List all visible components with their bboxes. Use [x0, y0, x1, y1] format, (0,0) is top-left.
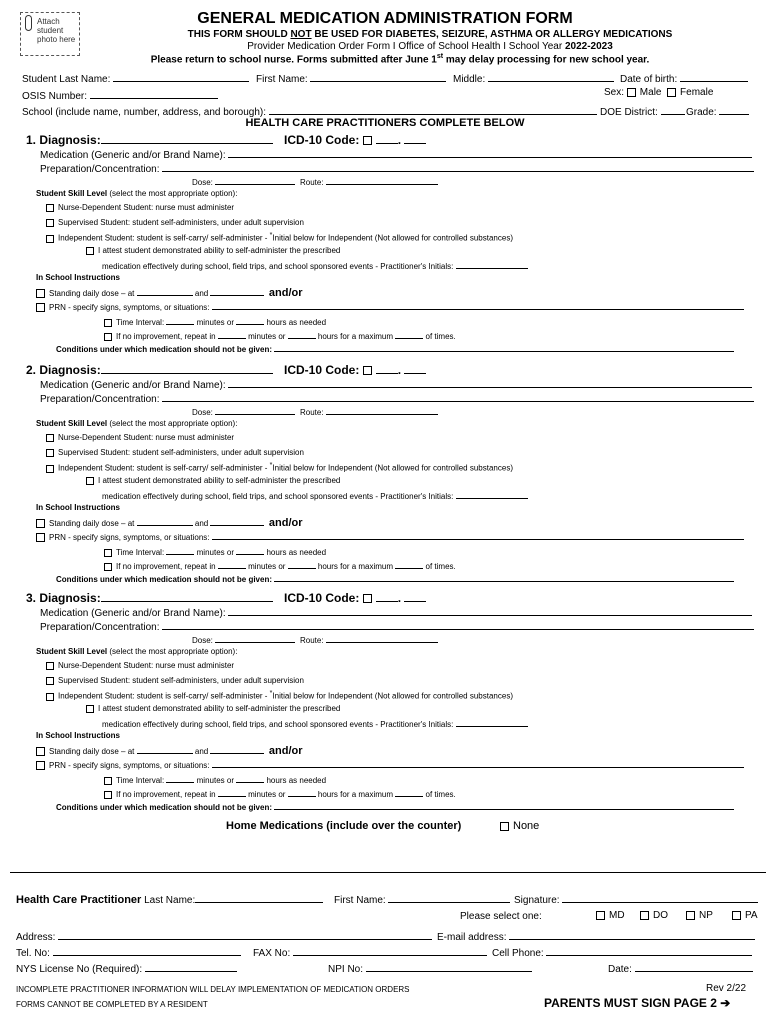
time-interval-checkbox[interactable]: [104, 777, 112, 785]
icd-code-field[interactable]: ICD-10 Code: .: [284, 132, 426, 147]
diagnosis-field[interactable]: 1. Diagnosis:: [26, 132, 273, 147]
practitioner-signature-field[interactable]: Signature:: [514, 892, 758, 906]
skill-level-label: Student Skill Level (select the most appropriate option):: [36, 647, 238, 656]
route-field[interactable]: Route:: [300, 176, 438, 187]
photo-label-3: photo here: [37, 35, 76, 44]
dose-field[interactable]: Dose:: [192, 176, 295, 187]
np-checkbox[interactable]: [686, 911, 695, 920]
preparation-field[interactable]: Preparation/Concentration:: [40, 161, 754, 175]
no-improvement-option[interactable]: If no improvement, repeat in minutes or hours for a maximum of times.: [104, 560, 456, 571]
route-field[interactable]: Route:: [300, 406, 438, 417]
independent-checkbox[interactable]: [46, 465, 54, 473]
no-improvement-option[interactable]: If no improvement, repeat in minutes or hours for a maximum of times.: [104, 788, 456, 799]
medication-name-field[interactable]: Medication (Generic and/or Brand Name):: [40, 147, 752, 161]
footer-incomplete-note: INCOMPLETE PRACTITIONER INFORMATION WILL DELAY IMPLEMENTATION OF MEDICATION ORDERS: [16, 985, 410, 994]
arrow-right-icon: ➔: [720, 996, 731, 1010]
medication-name-field[interactable]: Medication (Generic and/or Brand Name):: [40, 605, 752, 619]
preparation-field[interactable]: Preparation/Concentration:: [40, 391, 754, 405]
grade-field[interactable]: Grade:: [686, 104, 749, 118]
osis-number-field[interactable]: OSIS Number:: [22, 88, 218, 102]
male-checkbox[interactable]: [627, 88, 636, 97]
standing-dose-checkbox[interactable]: [36, 289, 45, 298]
time-interval-option[interactable]: Time Interval: minutes or hours as needed: [104, 546, 326, 557]
attest-option[interactable]: I attest student demonstrated ability to self-administer the prescribed: [86, 246, 340, 255]
attest-checkbox[interactable]: [86, 247, 94, 255]
practitioner-tel-field[interactable]: Tel. No:: [16, 945, 241, 959]
revision-label: Rev 2/22: [706, 983, 747, 994]
practitioner-last-name-field[interactable]: Health Care Practitioner Last Name:: [16, 892, 323, 906]
practitioner-first-name-field[interactable]: First Name:: [334, 892, 510, 906]
no-improvement-checkbox[interactable]: [104, 333, 112, 341]
supervised-checkbox[interactable]: [46, 677, 54, 685]
practitioner-initials-field[interactable]: medication effectively during school, field trips, and school sponsored events - Practitioner's Initials:: [102, 718, 528, 729]
practitioner-date-field[interactable]: Date:: [608, 961, 753, 975]
footer-resident-note: FORMS CANNOT BE COMPLETED BY A RESIDENT: [16, 1000, 208, 1009]
conditions-field[interactable]: Conditions under which medication should not be given:: [56, 343, 734, 354]
pa-checkbox[interactable]: [732, 911, 741, 920]
preparation-field[interactable]: Preparation/Concentration:: [40, 619, 754, 633]
diagnosis-field[interactable]: 2. Diagnosis:: [26, 362, 273, 377]
school-field[interactable]: School (include name, number, address, and borough):: [22, 104, 597, 118]
time-interval-checkbox[interactable]: [104, 549, 112, 557]
dose-field[interactable]: Dose:: [192, 634, 295, 645]
none-checkbox[interactable]: [500, 822, 509, 831]
option-nurse-dependent[interactable]: Nurse-Dependent Student: nurse must administer: [46, 203, 234, 212]
divider: [10, 872, 766, 873]
nurse-dependent-checkbox[interactable]: [46, 434, 54, 442]
option-independent[interactable]: Independent Student: student is self-carry/ self-administer - *Initial below for Independent (Not allowed for controlled substances): [46, 232, 513, 243]
nurse-dependent-checkbox[interactable]: [46, 662, 54, 670]
form-title: GENERAL MEDICATION ADMINISTRATION FORM: [197, 10, 573, 27]
nys-license-field[interactable]: NYS License No (Required):: [16, 961, 237, 975]
no-improvement-option[interactable]: If no improvement, repeat in minutes or hours for a maximum of times.: [104, 330, 456, 341]
photo-label-2: student: [37, 26, 64, 35]
practitioner-initials-field[interactable]: medication effectively during school, field trips, and school sponsored events - Practitioner's Initials:: [102, 490, 528, 501]
in-school-instructions-label: In School Instructions: [36, 731, 121, 740]
skill-level-label: Student Skill Level (select the most appropriate option):: [36, 419, 238, 428]
practitioner-initials-field[interactable]: medication effectively during school, field trips, and school sponsored events - Practitioner's Initials:: [102, 260, 528, 271]
conditions-field[interactable]: Conditions under which medication should not be given:: [56, 801, 734, 812]
prn-option[interactable]: PRN - specify signs, symptoms, or situations:: [36, 301, 744, 312]
route-field[interactable]: Route:: [300, 634, 438, 645]
attest-checkbox[interactable]: [86, 705, 94, 713]
attest-checkbox[interactable]: [86, 477, 94, 485]
standing-dose-checkbox[interactable]: [36, 747, 45, 756]
home-medications-label: Home Medications (include over the counter): [226, 820, 462, 832]
standing-dose-option[interactable]: Standing daily dose – at and and/or: [36, 517, 303, 529]
option-independent[interactable]: Independent Student: student is self-carry/ self-administer - *Initial below for Independent (Not allowed for controlled substances): [46, 690, 513, 701]
prn-checkbox[interactable]: [36, 761, 45, 770]
header-return-note: Please return to school nurse. Forms submitted after June 1st may delay processing for new school year.: [150, 53, 650, 66]
option-supervised[interactable]: Supervised Student: student self-administers, under adult supervision: [46, 218, 304, 227]
time-interval-checkbox[interactable]: [104, 319, 112, 327]
practitioner-address-field[interactable]: Address:: [16, 929, 432, 943]
home-medications-none-option[interactable]: None: [500, 820, 539, 832]
attest-option[interactable]: I attest student demonstrated ability to self-administer the prescribed: [86, 704, 340, 713]
in-school-instructions-label: In School Instructions: [36, 273, 121, 282]
time-interval-option[interactable]: Time Interval: minutes or hours as needed: [104, 316, 326, 327]
sex-field: Sex: Male Female: [604, 87, 714, 98]
credential-pa-option[interactable]: PA: [732, 910, 758, 921]
student-dob-field[interactable]: Date of birth:: [620, 71, 748, 85]
practitioner-email-field[interactable]: E-mail address:: [437, 929, 755, 943]
credential-md-option[interactable]: MD: [596, 910, 625, 921]
photo-label-1: Attach: [37, 17, 60, 26]
md-checkbox[interactable]: [596, 911, 605, 920]
option-nurse-dependent[interactable]: Nurse-Dependent Student: nurse must administer: [46, 661, 234, 670]
prn-option[interactable]: PRN - specify signs, symptoms, or situations:: [36, 759, 744, 770]
independent-checkbox[interactable]: [46, 693, 54, 701]
standing-dose-checkbox[interactable]: [36, 519, 45, 528]
nurse-dependent-checkbox[interactable]: [46, 204, 54, 212]
standing-dose-option[interactable]: Standing daily dose – at and and/or: [36, 287, 303, 299]
credential-np-option[interactable]: NP: [686, 910, 713, 921]
time-interval-option[interactable]: Time Interval: minutes or hours as needed: [104, 774, 326, 785]
icd-checkbox[interactable]: [363, 594, 372, 603]
in-school-instructions-label: In School Instructions: [36, 503, 121, 512]
no-improvement-checkbox[interactable]: [104, 563, 112, 571]
medication-name-field[interactable]: Medication (Generic and/or Brand Name):: [40, 377, 752, 391]
dose-field[interactable]: Dose:: [192, 406, 295, 417]
option-nurse-dependent[interactable]: Nurse-Dependent Student: nurse must administer: [46, 433, 234, 442]
icd-checkbox[interactable]: [363, 136, 372, 145]
skill-level-label: Student Skill Level (select the most appropriate option):: [36, 189, 238, 198]
option-supervised[interactable]: Supervised Student: student self-administers, under adult supervision: [46, 676, 304, 685]
prn-checkbox[interactable]: [36, 303, 45, 312]
credential-do-option[interactable]: DO: [640, 910, 668, 921]
select-one-label: Please select one:: [460, 911, 542, 922]
supervised-checkbox[interactable]: [46, 449, 54, 457]
supervised-checkbox[interactable]: [46, 219, 54, 227]
conditions-field[interactable]: Conditions under which medication should not be given:: [56, 573, 734, 584]
icd-checkbox[interactable]: [363, 366, 372, 375]
doe-district-field[interactable]: DOE District:: [600, 104, 685, 118]
practitioner-cell-field[interactable]: Cell Phone:: [492, 945, 752, 959]
prn-option[interactable]: PRN - specify signs, symptoms, or situations:: [36, 531, 744, 542]
standing-dose-option[interactable]: Standing daily dose – at and and/or: [36, 745, 303, 757]
practitioner-fax-field[interactable]: FAX No:: [253, 945, 487, 959]
diagnosis-field[interactable]: 3. Diagnosis:: [26, 590, 273, 605]
no-improvement-checkbox[interactable]: [104, 791, 112, 799]
option-independent[interactable]: Independent Student: student is self-carry/ self-administer - *Initial below for Independent (Not allowed for controlled substances): [46, 462, 513, 473]
student-last-name-field[interactable]: Student Last Name:: [22, 71, 249, 85]
prn-checkbox[interactable]: [36, 533, 45, 542]
header-subtitle: Provider Medication Order Form I Office of School Health I School Year 2022-2023: [247, 41, 613, 52]
do-checkbox[interactable]: [640, 911, 649, 920]
parents-sign-notice: PARENTS MUST SIGN PAGE 2 ➔: [544, 996, 731, 1010]
header-warning: THIS FORM SHOULD NOT BE USED FOR DIABETES, SEIZURE, ASTHMA OR ALLERGY MEDICATIONS: [187, 29, 673, 40]
npi-field[interactable]: NPI No:: [328, 961, 532, 975]
icd-code-field[interactable]: ICD-10 Code: .: [284, 590, 426, 605]
student-first-name-field[interactable]: First Name:: [256, 71, 446, 85]
independent-checkbox[interactable]: [46, 235, 54, 243]
student-middle-field[interactable]: Middle:: [453, 71, 614, 85]
female-checkbox[interactable]: [667, 88, 676, 97]
attest-option[interactable]: I attest student demonstrated ability to self-administer the prescribed: [86, 476, 340, 485]
hcp-heading: HEALTH CARE PRACTITIONERS COMPLETE BELOW: [245, 117, 525, 129]
icd-code-field[interactable]: ICD-10 Code: .: [284, 362, 426, 377]
option-supervised[interactable]: Supervised Student: student self-administers, under adult supervision: [46, 448, 304, 457]
